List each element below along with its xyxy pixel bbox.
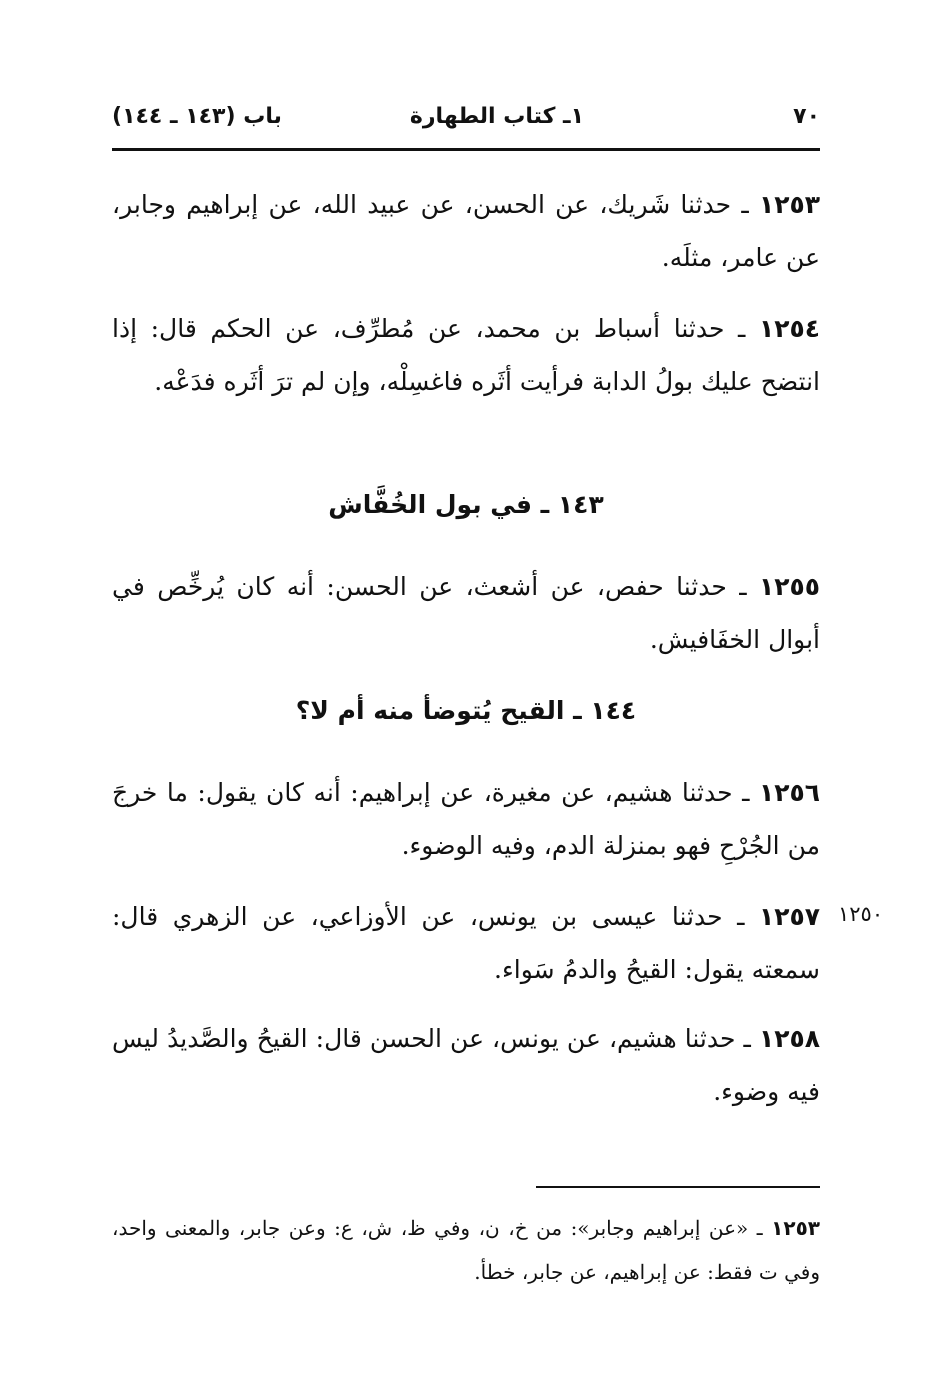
running-header [112, 104, 820, 140]
footnote-rule [536, 1186, 820, 1188]
margin-reference-number: ١٢٥٠ [838, 902, 884, 926]
hadith-1253 [112, 178, 820, 284]
hadith-number: ١٢٥٨ [758, 1024, 820, 1053]
hadith-1256 [112, 766, 820, 872]
hadith-text: ـ حدثنا شَريك، عن الحسن، عن عبيد الله، عن إبراهيم وجابر، عن عامر، مثلَه. [112, 190, 820, 272]
hadith-text: ـ حدثنا أسباط بن محمد، عن مُطرِّف، عن الحكم قال: إذا انتضح عليك بولُ الدابة فرأيت أثَره فاغسِلْه، وإن لم ترَ أثَره فدَعْه. [112, 314, 820, 396]
footnote-text: ـ «عن إبراهيم وجابر»: من خ، ن، وفي ظ، ش، ع: وعن جابر، والمعنى واحد، وفي ت فقط: عن إبراهيم، عن جابر، خطأ. [112, 1216, 820, 1284]
hadith-1257 [112, 890, 820, 996]
page-number: ٧٠ [793, 104, 820, 129]
hadith-number: ١٢٥٣ [758, 190, 820, 219]
hadith-number: ١٢٥٥ [758, 572, 820, 601]
footnote [112, 1206, 820, 1294]
hadith-1258 [112, 1012, 820, 1118]
book-title: ١ـ كتاب الطهارة [409, 104, 584, 129]
hadith-text: ـ حدثنا هشيم، عن يونس، عن الحسن قال: القيحُ والصَّديدُ ليس فيه وضوء. [112, 1024, 820, 1106]
section-heading-143: ١٤٣ ـ في بول الخُفَّاش [328, 490, 604, 519]
chapter-range: باب (١٤٣ ـ ١٤٤) [112, 104, 282, 129]
section-heading-144: ١٤٤ ـ القيح يُتوضأ منه أم لا؟ [295, 696, 637, 725]
hadith-number: ١٢٥٤ [758, 314, 820, 343]
header-rule [112, 148, 820, 151]
hadith-number: ١٢٥٧ [758, 902, 820, 931]
footnote-number: ١٢٥٣ [771, 1216, 820, 1240]
hadith-1255 [112, 560, 820, 666]
hadith-1254 [112, 302, 820, 408]
hadith-text: ـ حدثنا عيسى بن يونس، عن الأوزاعي، عن الزهري قال: سمعته يقول: القيحُ والدمُ سَواء. [112, 902, 820, 984]
hadith-text: ـ حدثنا حفص، عن أشعث، عن الحسن: أنه كان يُرخِّص في أبوال الخفَافيش. [112, 572, 820, 654]
hadith-number: ١٢٥٦ [758, 778, 820, 807]
hadith-text: ـ حدثنا هشيم، عن مغيرة، عن إبراهيم: أنه كان يقول: ما خرجَ من الجُرْحِ فهو بمنزلة الدم، وفيه الوضوء. [112, 778, 820, 860]
